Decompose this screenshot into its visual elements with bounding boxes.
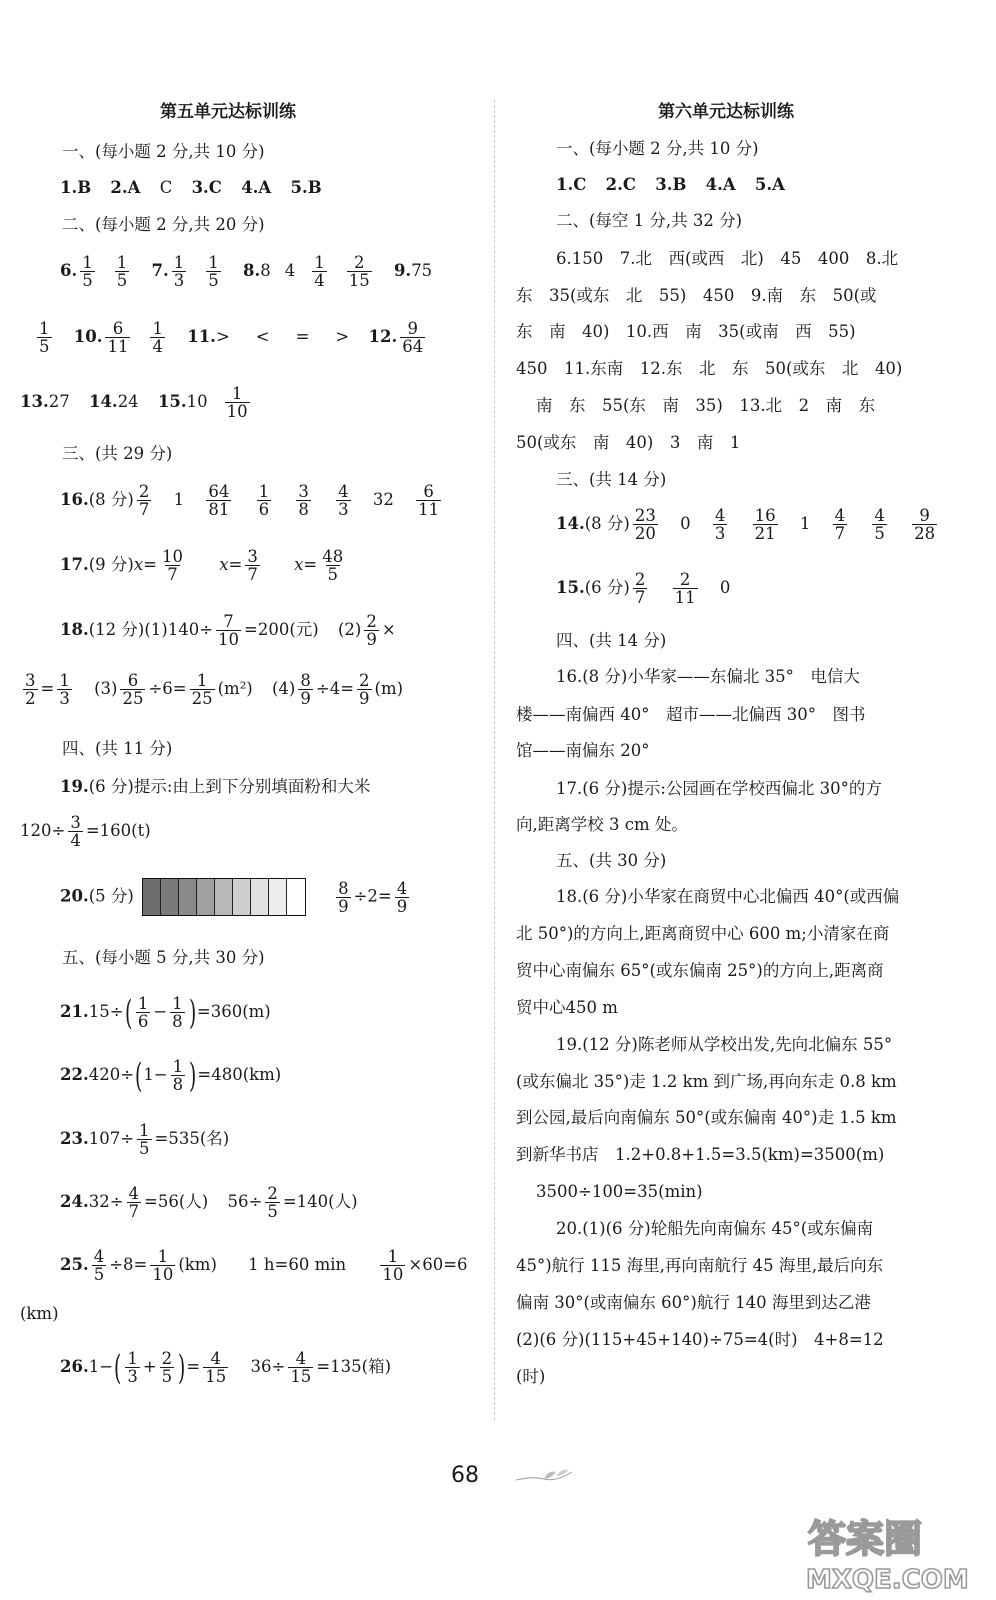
column-divider [494, 100, 495, 1420]
r-s2-line-4: 450 11.东南 12.东 北 东 50(或东 北 40) [516, 359, 903, 378]
r-section3-heading: 三、(共 14 分) [556, 470, 667, 489]
answers-6-9: 6. $\frac{1}{5}$ $\frac{1}{5}$ 7. $\frac{1}{3}$ $\frac{1}{5}$ 8.8 4 $\frac{1}{4}$ $\frac{2}{15}$ 9.75 [60, 253, 433, 290]
r-q18-line-3: 贸中心南偏东 65°(或东偏南 25°)的方向上,距离商 [516, 961, 884, 980]
section2-heading: 二、(每小题 2 分,共 20 分) [62, 215, 265, 234]
answer-25-line1: 25. $\frac{4}{5}$ ÷8= $\frac{1}{10}$ (km) 1 h=60 min $\frac{1}{10}$ ×60=6 [60, 1247, 468, 1284]
r-q20-line-1: 20.(1)(6 分)轮船先向南偏东 45°(或东偏南 [556, 1219, 874, 1238]
watermark-logo-text: 答案圈 [808, 1517, 923, 1561]
watermark-url-text: MXQE.COM [806, 1565, 969, 1595]
r-answer-15: 15.(6 分) $\frac{2}{7}$ $\frac{2}{11}$ 0 [556, 570, 731, 607]
r-q16-line-2: 楼——南偏西 40° 超市——北偏西 30° 图书 [516, 705, 866, 724]
answer-19-line2: 120÷ $\frac{3}{4}$ =160(t) [20, 813, 151, 850]
r-q20-line-4: (2)(6 分)(115+45+140)÷75=4(时) 4+8=12 [516, 1330, 884, 1349]
r-s2-line-3: 东 南 40) 10.西 南 35(或南 西 55) [516, 322, 856, 341]
r-q16-line-3: 馆——南偏东 20° [516, 741, 650, 760]
r-s2-line-1: 6.150 7.北 西(或西 北) 45 400 8.北 [556, 249, 899, 268]
page-number: 68 [451, 1463, 479, 1488]
r-section1-heading: 一、(每小题 2 分,共 10 分) [556, 139, 759, 158]
r-q18-line-2: 北 50°)的方向上,距离商贸中心 600 m;小清家在商 [516, 924, 890, 943]
r-q17-line-1: 17.(6 分)提示:公园画在学校西偏北 30°的方 [556, 779, 882, 798]
section5-heading: 五、(每小题 5 分,共 30 分) [62, 948, 265, 967]
section1-heading: 一、(每小题 2 分,共 10 分) [62, 142, 265, 161]
section4-heading: 四、(共 11 分) [62, 739, 173, 758]
r-q17-line-2: 向,距离学校 3 cm 处。 [516, 815, 688, 834]
answers-9-12: $\frac{1}{5}$ 10. $\frac{6}{11}$ $\frac{1}{4}$ 11.> < = > 12. $\frac{9}{64}$ [39, 319, 424, 356]
r-q19-line-4: 到新华书店 1.2+0.8+1.5=3.5(km)=3500(m) [516, 1145, 885, 1164]
answer-16: 16.(8 分) $\frac{2}{7}$ 1 $\frac{64}{81}$ $\frac{1}{6}$ $\frac{3}{8}$ $\frac{4}{3}$ 32 $\frac{6}{11}$ [60, 482, 440, 519]
r-q20-line-5: (时) [516, 1367, 546, 1386]
answer-17: 17.(9 分)x= $\frac{10}{7}$ x= $\frac{3}{7}$ x= $\frac{48}{5}$ [60, 547, 344, 584]
answer-21: 21.15÷( $\frac{1}{6}$ − $\frac{1}{8}$ )=360(m) [60, 992, 271, 1033]
answer-24: 24.32÷ $\frac{4}{7}$ =56(人) 56÷ $\frac{2}{5}$ =140(人) [60, 1184, 358, 1221]
shaded-fraction-bar [142, 878, 306, 916]
r-section2-heading: 二、(每空 1 分,共 32 分) [556, 211, 743, 230]
answers-13-15: 13.27 14.24 15.10 $\frac{1}{10}$ [20, 384, 248, 421]
r-q18-line-4: 贸中心450 m [516, 998, 618, 1017]
r-q19-line-3: 到公园,最后向南偏东 50°(或东偏南 40°)走 1.5 km [516, 1108, 897, 1127]
answer-18-line1: 18.(12 分)(1)140÷ $\frac{7}{10}$ =200(元) (2) $\frac{2}{9}$ × [60, 612, 396, 649]
r-q20-line-3: 偏南 30°(或南偏东 60°)航行 140 海里到达乙港 [516, 1293, 871, 1312]
r-q19-line-2: (或东偏北 35°)走 1.2 km 到广场,再向东走 0.8 km [516, 1072, 897, 1091]
r-section1-answers: 1.C 2.C 3.B 4.A 5.A [556, 175, 785, 194]
r-q19-line-5: 3500÷100=35(min) [536, 1182, 703, 1201]
answer-18-line2: $\frac{3}{2}$ = $\frac{1}{3}$ (3) $\frac{6}{25}$ ÷6= $\frac{1}{25}$ (m²) (4) $\frac{8}{9}$ ÷4= $\frac{2}{9}$ (m) [25, 671, 404, 708]
answer-22: 22.420÷(1− $\frac{1}{8}$ )=480(km) [60, 1055, 282, 1096]
r-s2-line-2: 东 35(或东 北 55) 450 9.南 东 50(或 [516, 286, 877, 305]
r-q16-line-1: 16.(8 分)小华家——东偏北 35° 电信大 [556, 667, 860, 686]
r-q20-line-2: 45°)航行 115 海里,再向南航行 45 海里,最后向东 [516, 1256, 884, 1275]
r-s2-line-5: 南 东 55(东 南 35) 13.北 2 南 东 [536, 396, 876, 415]
r-q19-line-1: 19.(12 分)陈老师从学校出发,先向北偏东 55° [556, 1035, 893, 1054]
answer-20: 20.(5 分) $\frac{8}{9}$ ÷2= $\frac{4}{9}$ [60, 878, 408, 916]
r-answer-14: 14.(8 分) $\frac{23}{20}$ 0 $\frac{4}{3}$ $\frac{16}{21}$ 1 $\frac{4}{7}$ $\frac{4}{5}$ $\frac{9}{28}$ [556, 506, 936, 543]
r-q18-line-1: 18.(6 分)小华家在商贸中心北偏西 40°(或西偏 [556, 887, 900, 906]
unit5-title: 第五单元达标训练 [160, 102, 296, 122]
section3-heading: 三、(共 29 分) [62, 444, 173, 463]
section1-answers: 1.B 2.A C 3.C 4.A 5.B [60, 178, 322, 197]
answer-26: 26.1−( $\frac{1}{3}$ + $\frac{2}{5}$ )= $\frac{4}{15}$ 36÷ $\frac{4}{15}$ =135(箱) [60, 1347, 392, 1388]
watermark-logo [800, 1500, 990, 1595]
answer-25-line2: (km) [20, 1304, 59, 1323]
leaf-ornament-icon [514, 1466, 574, 1490]
r-section5-heading: 五、(共 30 分) [556, 851, 667, 870]
r-section4-heading: 四、(共 14 分) [556, 631, 667, 650]
r-s2-line-6: 50(或东 南 40) 3 南 1 [516, 433, 741, 452]
answer-23: 23.107÷ $\frac{1}{5}$ =535(名) [60, 1121, 230, 1158]
unit6-title: 第六单元达标训练 [658, 102, 794, 122]
answer-19-line1: 19.(6 分)提示:由上到下分别填面粉和大米 [60, 777, 371, 796]
